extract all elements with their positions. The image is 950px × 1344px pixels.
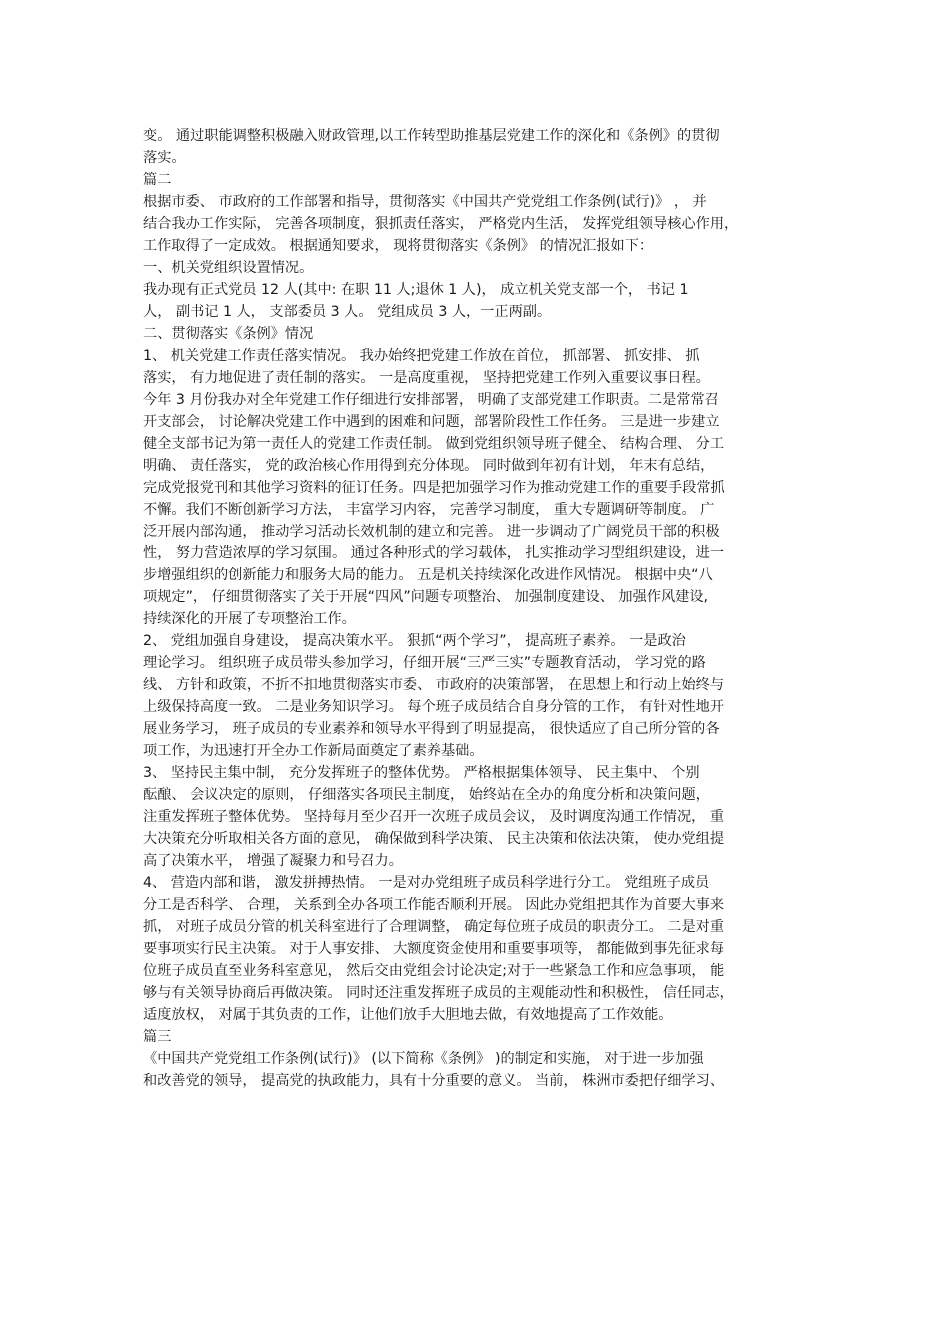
text-line: 够与有关领导协商后再做决策。 同时还注重发挥班子成员的主观能动性和积极性， 信任同志， [143, 984, 734, 1001]
text-line: 注重发挥班子整体优势。 坚持每月至少召开一次班子成员会议， 及时调度沟通工作情况， 重 [143, 809, 725, 826]
text-line: 步增强组织的创新能力和服务大局的能力。 五是机关持续深化改进作风情况。 根据中央“八 [143, 567, 713, 584]
text-line: 性， 努力营造浓厚的学习氛围。 通过各种形式的学习载体， 扎实推动学习型组织建设，进一 [143, 545, 725, 562]
text-line: 完成党报党刊和其他学习资料的征订任务。四是把加强学习作为推动党建工作的重要手段常抓 [143, 479, 725, 496]
text-line: 《中国共产党党组工作条例(试行)》 (以下简称《条例》 )的制定和实施， 对于进一步加强 [143, 1050, 704, 1067]
text-line: 1、 机关党建工作责任落实情况。 我办始终把党建工作放在首位， 抓部署、 抓安排、 抓 [143, 347, 700, 364]
text-line: 工作取得了一定成效。 根据通知要求， 现将贯彻落实《条例》 的情况汇报如下： [143, 237, 654, 254]
text-line: 我办现有正式党员 12 人(其中: 在职 11 人;退休 1 人)， 成立机关党支部一个， 书记 1 [143, 281, 689, 298]
text-line: 大决策充分听取相关各方面的意见， 确保做到科学决策、 民主决策和依法决策， 使办党组提 [143, 831, 725, 847]
text-line: 高了决策水平， 增强了凝聚力和号召力。 [143, 853, 403, 869]
text-line: 健全支部书记为第一责任人的党建工作责任制。 做到党组织领导班子健全、 结构合理、 分工 [143, 435, 725, 452]
text-line: 落实， 有力地促进了责任制的落实。 一是高度重视， 坚持把党建工作列入重要议事日程。 [143, 369, 710, 386]
text-line: 要事项实行民主决策。 对于人事安排、 大额度资金使用和重要事项等， 都能做到事先征求每 [143, 940, 725, 957]
text-line: 一、机关党组织设置情况。 [143, 259, 314, 276]
text-line: 明确、 责任落实， 党的政治核心作用得到充分体现。 同时做到年初有计划， 年末有总结， [143, 457, 715, 474]
text-line: 变。 通过职能调整积极融入财政管理,以工作转型助推基层党建工作的深化和《条例》的贯彻 [143, 128, 720, 144]
text-line: 落实。 [143, 150, 186, 166]
text-line: 开支部会， 讨论解决党建工作中遇到的困难和问题，部署阶段性工作任务。 三是进一步建立 [143, 413, 720, 430]
text-line: 泛开展内部沟通， 推动学习活动长效机制的建立和完善。 进一步调动了广阔党员干部的积极 [143, 523, 720, 540]
text-line: 根据市委、 市政府的工作部署和指导，贯彻落实《中国共产党党组工作条例(试行)》 ， 并 [143, 193, 707, 210]
text-line: 上级保持高度一致。 二是业务知识学习。 每个班子成员结合自身分管的工作， 有针对性地开 [143, 699, 725, 716]
text-line: 今年 3 月份我办对全年党建工作仔细进行安排部署， 明确了支部党建工作职责。二是常常召 [143, 391, 719, 408]
text-line: 理论学习。 组织班子成员带头参加学习，仔细开展“三严三实”专题教育活动， 学习党的路 [143, 655, 706, 672]
text-line: 分工是否科学、 合理， 关系到全办各项工作能否顺利开展。 因此办党组把其作为首要大事来 [143, 896, 725, 913]
text-line: 位班子成员直至业务科室意见， 然后交由党组会讨论决定;对于一些紧急工作和应急事项， 能 [143, 962, 725, 979]
text-line: 人， 副书记 1 人， 支部委员 3 人。 党组成员 3 人，一正两副。 [143, 303, 552, 320]
text-line: 持续深化的开展了专项整治工作。 [143, 611, 356, 628]
text-line: 篇二 [143, 171, 172, 188]
text-line: 4、 营造内部和谐， 激发拼搏热情。 一是对办党组班子成员科学进行分工。 党组班子成员 [143, 875, 710, 891]
text-line: 结合我办工作实际， 完善各项制度，狠抓责任落实， 严格党内生活， 发挥党组领导核心作用， [143, 215, 739, 232]
text-line: 2、 党组加强自身建设， 提高决策水平。 狠抓“两个学习”， 提高班子素养。 一是政治 [143, 633, 686, 650]
text-line: 适度放权， 对属于其负责的工作，让他们放手大胆地去做，有效地提高了工作效能。 [143, 1006, 673, 1023]
text-line: 项工作，为迅速打开全办工作新局面奠定了素养基础。 [143, 743, 484, 760]
text-line: 和改善党的领导， 提高党的执政能力，具有十分重要的意义。 当前， 株洲市委把仔细学习、 [143, 1072, 725, 1089]
text-line: 篇三 [143, 1028, 172, 1045]
text-line: 不懈。我们不断创新学习方法， 丰富学习内容， 完善学习制度， 重大专题调研等制度。 广 [143, 501, 715, 518]
text-line: 二、贯彻落实《条例》情况 [143, 325, 314, 342]
text-line: 酝酿、 会议决定的原则， 仔细落实各项民主制度， 始终站在全办的角度分析和决策问题， [143, 787, 710, 804]
text-line: 3、 坚持民主集中制， 充分发挥班子的整体优势。 严格根据集体领导、 民主集中、 个别 [143, 765, 700, 782]
text-line: 抓， 对班子成员分管的机关科室进行了合理调整， 确定每位班子成员的职责分工。 二是对重 [143, 918, 725, 935]
text-line: 项规定”， 仔细贯彻落实了关于开展“四风”问题专项整治、 加强制度建设、 加强作风建设, [143, 589, 709, 606]
text-line: 线、 方针和政策，不折不扣地贯彻落实市委、 市政府的决策部署， 在思想上和行动上始终与 [143, 677, 725, 694]
text-line: 展业务学习， 班子成员的专业素养和领导水平得到了明显提高， 很快适应了自己所分管的各 [143, 721, 720, 738]
